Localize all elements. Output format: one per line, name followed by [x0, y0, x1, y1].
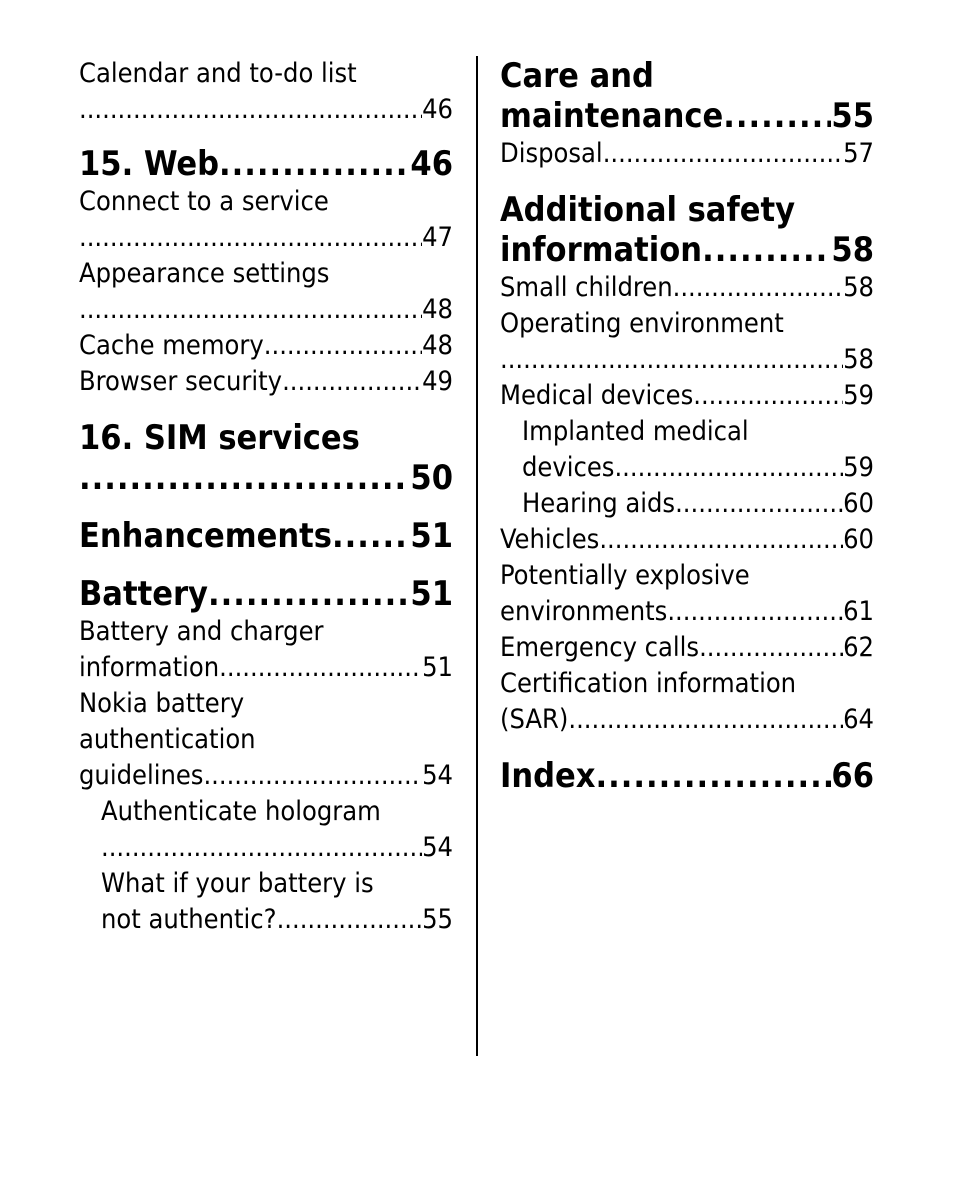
page-number: 66 — [831, 756, 874, 796]
toc-entry-text: Emergency calls — [500, 632, 700, 663]
leader-dots — [101, 830, 422, 866]
toc-heading-text: 16. SIM services — [79, 418, 360, 458]
leader-dots — [702, 230, 831, 270]
toc-entry-implanted[interactable] — [500, 414, 874, 486]
toc-entry-text: Calendar and to-do list — [79, 58, 357, 89]
toc-entry-text: Hearing aids — [522, 488, 676, 519]
leader-dots — [264, 328, 422, 364]
toc-entry-text: Small children — [500, 272, 673, 303]
leader-dots — [603, 136, 843, 172]
toc-heading-sim[interactable] — [79, 418, 453, 498]
toc-entry-text: authentication — [79, 724, 256, 755]
page-number: 62 — [843, 632, 874, 663]
toc-heading-text: Enhancements — [79, 516, 333, 556]
page-number: 48 — [422, 294, 453, 325]
toc-entry-medical[interactable] — [500, 378, 874, 414]
toc-entry-text: Certification information — [500, 668, 797, 699]
toc-heading-text: Care and — [500, 56, 654, 96]
column-divider — [476, 56, 478, 1056]
leader-dots — [79, 220, 422, 256]
toc-entry-text: Potentially explosive — [500, 560, 750, 591]
toc-entry-disposal[interactable] — [500, 136, 874, 172]
toc-entry-explosive[interactable] — [500, 558, 874, 630]
leader-dots — [675, 486, 843, 522]
page-number: 47 — [422, 222, 453, 253]
leader-dots — [79, 292, 422, 328]
leader-dots — [282, 364, 422, 400]
toc-entry-hearing[interactable] — [500, 486, 874, 522]
toc-entry-browser-security[interactable] — [79, 364, 453, 400]
leader-dots — [599, 522, 843, 558]
page-number: 58 — [843, 344, 874, 375]
toc-entry-text: Implanted medical — [522, 416, 749, 447]
page-number: 48 — [422, 330, 453, 361]
leader-dots — [693, 378, 843, 414]
toc-entry-nokia-auth[interactable] — [79, 686, 453, 794]
toc-entry-vehicles[interactable] — [500, 522, 874, 558]
toc-heading-battery[interactable] — [79, 574, 453, 614]
toc-entry-connect[interactable] — [79, 184, 453, 256]
toc-entry-text: devices — [522, 452, 615, 483]
leader-dots — [568, 702, 843, 738]
page-number: 64 — [843, 704, 874, 735]
toc-heading-text: maintenance — [500, 96, 724, 136]
toc-entry-text: Disposal — [500, 138, 603, 169]
toc-entry-hologram[interactable] — [79, 794, 453, 866]
leader-dots — [723, 96, 831, 136]
page-number: 49 — [422, 366, 453, 397]
toc-entry-battery-charger[interactable] — [79, 614, 453, 686]
page-number: 55 — [831, 96, 874, 136]
page-number: 51 — [410, 516, 453, 556]
page-number: 61 — [843, 596, 874, 627]
toc-entry-calendar[interactable] — [79, 56, 453, 128]
toc-entry-text: Cache memory — [79, 330, 264, 361]
leader-dots — [614, 450, 843, 486]
page-number: 46 — [422, 94, 453, 125]
toc-left-column — [79, 56, 453, 938]
toc-heading-text: 15. Web — [79, 144, 220, 184]
toc-entry-text: information — [79, 652, 220, 683]
leader-dots — [667, 594, 843, 630]
leader-dots — [219, 650, 422, 686]
toc-entry-appearance[interactable] — [79, 256, 453, 328]
leader-dots — [219, 144, 410, 184]
leader-dots — [203, 758, 422, 794]
toc-heading-safety[interactable] — [500, 190, 874, 270]
toc-heading-text: Index — [500, 756, 596, 796]
leader-dots — [79, 92, 422, 128]
leader-dots — [332, 516, 410, 556]
page-number: 55 — [422, 904, 453, 935]
toc-heading-care[interactable] — [500, 56, 874, 136]
toc-entry-text: not authentic? — [101, 904, 277, 935]
page-number: 54 — [422, 760, 453, 791]
toc-entry-emergency[interactable] — [500, 630, 874, 666]
toc-heading-text: Battery — [79, 574, 208, 614]
toc-heading-index[interactable] — [500, 756, 874, 796]
toc-entry-cache[interactable] — [79, 328, 453, 364]
toc-heading-text: Additional safety — [500, 190, 796, 230]
toc-heading-web[interactable] — [79, 144, 453, 184]
toc-entry-text: Appearance settings — [79, 258, 330, 289]
toc-entry-text: Battery and charger — [79, 616, 324, 647]
toc-entry-text: Authenticate hologram — [101, 796, 381, 827]
toc-entry-text: What if your battery is — [101, 868, 374, 899]
toc-entry-operating[interactable] — [500, 306, 874, 378]
leader-dots — [79, 458, 410, 498]
toc-entry-text: guidelines — [79, 760, 204, 791]
page-number: 58 — [843, 272, 874, 303]
toc-right-column — [500, 56, 874, 796]
page-number: 60 — [843, 488, 874, 519]
toc-entry-children[interactable] — [500, 270, 874, 306]
leader-dots — [208, 574, 410, 614]
page-number: 54 — [422, 832, 453, 863]
page-number: 50 — [410, 458, 453, 498]
toc-entry-certification[interactable] — [500, 666, 874, 738]
page-number: 59 — [843, 380, 874, 411]
toc-entry-text: (SAR) — [500, 704, 569, 735]
page-number: 46 — [410, 144, 453, 184]
leader-dots — [596, 756, 832, 796]
toc-entry-not-authentic[interactable] — [79, 866, 453, 938]
leader-dots — [500, 342, 843, 378]
leader-dots — [673, 270, 843, 306]
toc-heading-enhancements[interactable] — [79, 516, 453, 556]
page-number: 58 — [831, 230, 874, 270]
leader-dots — [277, 902, 423, 938]
page-number: 59 — [843, 452, 874, 483]
toc-entry-text: Medical devices — [500, 380, 694, 411]
leader-dots — [699, 630, 843, 666]
toc-entry-text: Browser security — [79, 366, 283, 397]
toc-entry-text: Operating environment — [500, 308, 784, 339]
toc-entry-text: environments — [500, 596, 668, 627]
toc-entry-text: Vehicles — [500, 524, 600, 555]
toc-heading-text: information — [500, 230, 703, 270]
page-number: 60 — [843, 524, 874, 555]
page-number: 51 — [410, 574, 453, 614]
page-number: 51 — [422, 652, 453, 683]
page-number: 57 — [843, 138, 874, 169]
toc-entry-text: Nokia battery — [79, 688, 245, 719]
toc-entry-text: Connect to a service — [79, 186, 329, 217]
